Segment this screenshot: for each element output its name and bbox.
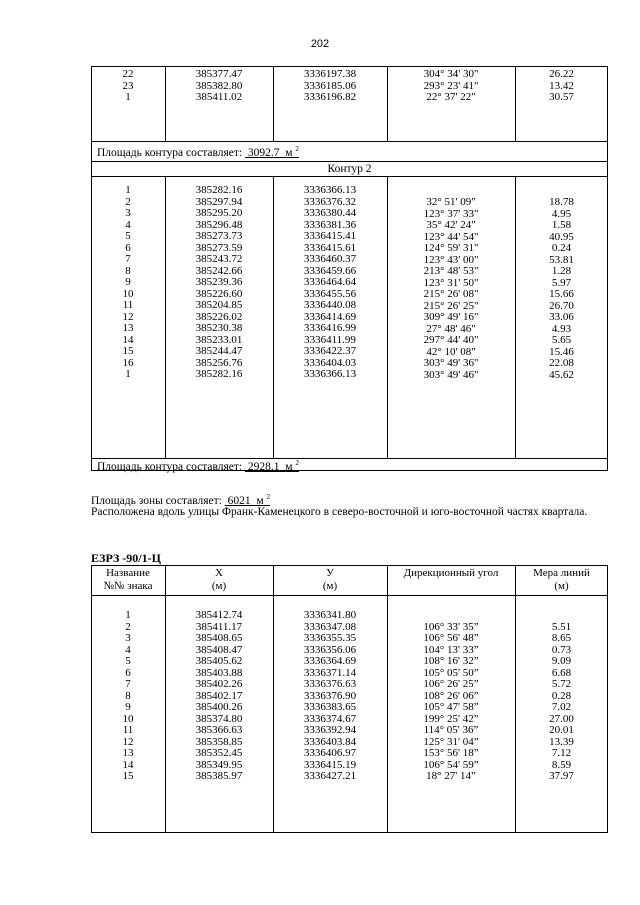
table-cell: 385296.48 [195, 218, 243, 231]
table-2-length-column [515, 622, 608, 783]
table-cell: 3336356.06 [303, 643, 357, 656]
table-cell: 304° 34' 30" [423, 68, 479, 80]
header-length [515, 567, 608, 593]
table-cell: 385374.80 [195, 712, 243, 725]
area-value: 3092.7 м $^2$ [247, 145, 299, 159]
table-cell: 385358.85 [195, 735, 243, 748]
table-cell: 106° 56' 48” [423, 632, 479, 644]
header-text: X [215, 567, 223, 579]
table-cell: 0.73 [551, 643, 572, 656]
header-text: (м) [211, 580, 227, 592]
table-cell: 3336414.69 [303, 310, 357, 323]
table-cell: 3336406.97 [303, 747, 357, 759]
table-cell: 385233.01 [195, 333, 243, 346]
table-cell: 3336415.61 [303, 241, 357, 254]
table-cell: 22 [122, 68, 134, 80]
table-cell: 3336366.13 [303, 368, 357, 380]
table-cell: 3336403.84 [303, 735, 357, 748]
table-cell: 3336376.90 [303, 689, 357, 702]
contour-2-y-column [273, 185, 387, 381]
header-x [165, 567, 273, 593]
table-cell: 5.72 [551, 678, 572, 690]
row-divider [91, 141, 608, 142]
coordinates-table-1 [91, 66, 608, 471]
table-cell: 4.95 [551, 207, 572, 220]
table-cell: 11 [122, 724, 134, 736]
table-cell: 385403.88 [195, 666, 243, 679]
contour-2-area [97, 459, 299, 473]
table-cell: 3336376.32 [303, 195, 357, 208]
page-number: 202 [310, 38, 330, 50]
table-cell: 9 [125, 276, 131, 288]
table-cell: 385226.02 [195, 310, 243, 323]
table-cell: 385377.47 [195, 68, 243, 80]
table-cell: 125° 31' 04” [423, 735, 479, 748]
table-cell: 4.93 [551, 322, 572, 335]
table-cell: 303° 49' 36" [423, 357, 479, 369]
table-cell: 385230.38 [195, 322, 243, 334]
table-cell: 35° 42' 24" [426, 219, 476, 231]
table-cell: 10 [122, 287, 134, 300]
table-cell: 13.39 [549, 735, 574, 748]
table-cell: 385273.59 [195, 241, 243, 254]
table-cell: 13 [122, 322, 134, 334]
table-cell: 6 [125, 666, 131, 679]
table-cell: 40.95 [549, 230, 574, 243]
table-cell: 3336464.64 [303, 276, 357, 288]
table-cell: 45.62 [549, 368, 574, 381]
table-cell: 15 [122, 770, 134, 782]
header-text: №№ знака [103, 580, 153, 592]
contour-2-angle-column [387, 197, 515, 381]
top-angle-column [387, 69, 515, 104]
header-angle [387, 567, 515, 580]
table-cell: 385400.26 [195, 701, 243, 713]
table-cell: 3336371.14 [303, 666, 357, 679]
table-cell: 7.02 [551, 701, 572, 713]
table-cell: 18.78 [549, 196, 574, 208]
table-cell: 385242.66 [195, 264, 243, 277]
table-cell: 8 [125, 689, 131, 702]
table-cell: 385244.47 [195, 345, 243, 357]
contour-1-area [97, 145, 299, 159]
contour-2-length-column [515, 197, 608, 381]
table-cell: 3336415.41 [303, 230, 357, 242]
table-cell: 42° 10' 08" [426, 345, 476, 358]
table-cell: 10 [122, 712, 134, 725]
table-cell: 385352.45 [195, 747, 243, 759]
header-text: Название [106, 567, 150, 579]
row-divider [91, 161, 608, 162]
table-cell: 123° 37' 33" [423, 207, 479, 220]
table-cell: 3336460.37 [303, 253, 357, 265]
table-cell: 385408.47 [195, 643, 243, 656]
table-cell: 385256.76 [195, 356, 243, 369]
table-cell: 1 [125, 91, 131, 103]
table-cell: 123° 43' 00" [423, 253, 479, 266]
table-cell: 385349.95 [195, 758, 243, 771]
table-cell: 0.28 [551, 689, 572, 702]
table-cell: 106° 26' 25” [423, 678, 479, 690]
top-y-column [273, 69, 387, 104]
header-text: Дирекционный угол [403, 567, 499, 579]
table-cell: 123° 31' 50" [423, 276, 479, 289]
table-cell: 7.12 [551, 747, 572, 759]
table-cell: 53.81 [549, 253, 574, 266]
table-cell: 385239.36 [195, 276, 243, 288]
header-text: У [326, 567, 334, 579]
table-cell: 1.28 [551, 265, 572, 277]
table-cell: 199° 25' 42” [423, 712, 479, 725]
row-divider [91, 176, 608, 177]
table-cell: 385366.63 [195, 724, 243, 736]
table-cell: 5.51 [551, 620, 572, 633]
header-text: (м) [554, 580, 569, 592]
table-cell: 385411.02 [195, 91, 243, 103]
table-cell: 215° 26' 08" [423, 288, 479, 300]
table-cell: 385412.74 [195, 609, 243, 621]
table-cell: 12 [122, 735, 134, 748]
table-cell: 4 [125, 218, 131, 231]
table-cell: 385402.26 [195, 678, 243, 690]
table-cell: 3336422.37 [303, 345, 357, 357]
table-cell: 3336196.82 [303, 91, 357, 103]
table-cell: 3336355.35 [303, 632, 357, 644]
table-cell: 12 [122, 310, 134, 323]
table-cell: 22.08 [549, 357, 574, 369]
table-cell: 385402.17 [195, 689, 243, 702]
location-description: Расположена вдоль улицы Франк-Каменецкого в северо-восточной и юго-восточной частях квартала. [91, 506, 588, 518]
table-cell: 114° 05' 36” [423, 724, 479, 736]
table-cell: 0.24 [551, 242, 572, 254]
zone-area-value: 6021 м $^2$ [227, 493, 271, 507]
table-cell: 385385.97 [195, 770, 243, 782]
table-cell: 30.57 [549, 91, 574, 103]
table-cell: 3336197.38 [303, 68, 357, 80]
area-value: 2928.1 м $^2$ [247, 459, 299, 473]
table-cell: 15 [122, 345, 134, 357]
table-cell: 3336440.08 [303, 299, 357, 311]
header-y [273, 567, 387, 593]
table-cell: 385295.20 [195, 207, 243, 219]
area-label: Площадь контура составляет: [97, 461, 243, 473]
table-cell: 27° 48' 46" [426, 322, 476, 335]
table-cell: 22° 37' 22" [426, 91, 476, 103]
table-cell: 11 [122, 299, 134, 311]
table-cell: 3336459.66 [303, 264, 357, 277]
table-cell: 385204.85 [195, 299, 243, 311]
table-cell: 32° 51' 09" [426, 196, 476, 208]
coordinates-table-2 [91, 565, 608, 833]
table-cell: 106° 33' 35” [423, 620, 479, 633]
table-2-angle-column [387, 622, 515, 783]
table-cell: 3336383.65 [303, 701, 357, 713]
table-cell: 3336364.69 [303, 655, 357, 667]
table-cell: 3336392.94 [303, 724, 357, 736]
table-cell: 108° 16' 32” [423, 655, 479, 667]
table-cell: 3 [125, 632, 131, 644]
table-cell: 13.42 [549, 79, 574, 92]
table-cell: 13 [122, 747, 134, 759]
table-cell: 297° 44' 40" [423, 334, 479, 346]
top-length-column [515, 69, 608, 104]
table-cell: 3336366.13 [303, 184, 357, 196]
table-cell: 213° 48' 53" [423, 265, 479, 277]
table-cell: 309° 49' 16" [423, 311, 479, 323]
table-cell: 3336347.08 [303, 620, 357, 633]
table-cell: 215° 26' 25" [423, 299, 479, 312]
table-cell: 3336455.56 [303, 287, 357, 300]
header-divider [91, 595, 608, 596]
table-cell: 26.70 [549, 299, 574, 312]
table-cell: 37.97 [549, 770, 574, 782]
table-cell: 3336404.03 [303, 356, 357, 369]
table-cell: 106° 54' 59” [423, 758, 479, 771]
table-2-y-column [273, 610, 387, 783]
table-cell: 4 [125, 643, 131, 656]
table-cell: 385243.72 [195, 253, 243, 265]
table-cell: 6 [125, 241, 131, 254]
table-cell: 9 [125, 701, 131, 713]
table-cell: 27.00 [549, 712, 574, 725]
header-text: Мера линий [533, 567, 590, 579]
table-cell: 3336380.44 [303, 207, 357, 219]
table-cell: 385408.65 [195, 632, 243, 644]
table-cell: 8 [125, 264, 131, 277]
table-cell: 385405.62 [195, 655, 243, 667]
top-x-column [165, 69, 273, 104]
table-cell: 15.46 [549, 345, 574, 358]
zone-area-label: Площадь зоны составляет: [91, 495, 222, 507]
table-cell: 5 [125, 230, 131, 242]
table-cell: 7 [125, 678, 131, 690]
table-cell: 3 [125, 207, 131, 219]
area-label: Площадь контура составляет: [97, 147, 243, 159]
table-cell: 1 [125, 609, 131, 621]
table-cell: 3336416.99 [303, 322, 357, 334]
table-cell: 385226.60 [195, 287, 243, 300]
table-cell: 14 [122, 333, 134, 346]
contour-2-x-column [165, 185, 273, 381]
table-cell: 293° 23' 41" [423, 79, 479, 92]
table-cell: 105° 05' 50” [423, 666, 479, 679]
table-cell: 3336376.63 [303, 678, 357, 690]
table-cell: 8.65 [551, 632, 572, 644]
table-cell: 385282.16 [195, 184, 243, 196]
table-cell: 108° 26' 06” [423, 689, 479, 702]
table-cell: 6.68 [551, 666, 572, 679]
table-cell: 123° 44' 54" [423, 230, 479, 243]
table-cell: 3336415.19 [303, 758, 357, 771]
table-cell: 8.59 [551, 758, 572, 771]
table-cell: 5.97 [551, 276, 572, 289]
table-cell: 3336374.67 [303, 712, 357, 725]
table-cell: 124° 59' 31" [423, 242, 479, 254]
table-2-num-column [91, 610, 165, 783]
table-cell: 16 [122, 356, 134, 369]
table-cell: 15.66 [549, 288, 574, 300]
table-2-x-column [165, 610, 273, 783]
table-cell: 385273.73 [195, 230, 243, 242]
table-cell: 104° 13' 33” [423, 643, 479, 656]
table-cell: 2 [125, 620, 131, 633]
table-cell: 385382.80 [195, 79, 243, 92]
table-cell: 1.58 [551, 219, 572, 231]
table-cell: 1 [125, 184, 131, 196]
table-cell: 26.22 [549, 68, 574, 80]
table-cell: 3336427.21 [303, 770, 357, 782]
contour-2-num-column [91, 185, 165, 381]
table-cell: 303° 49' 46" [423, 368, 479, 381]
table-cell: 3336341.80 [303, 609, 357, 621]
table-cell: 105° 47' 58” [423, 701, 479, 713]
table-cell: 3336411.99 [304, 333, 356, 346]
table-cell: 5 [125, 655, 131, 667]
table-2-title: ЕЗРЗ -90/1-Ц [91, 551, 161, 565]
header-text: (м) [322, 580, 338, 592]
top-num-column [91, 69, 165, 104]
table-cell: 153° 56' 18” [423, 747, 479, 759]
table-cell: 385411.17 [195, 620, 243, 633]
table-cell: 5.65 [551, 334, 572, 346]
table-cell: 2 [125, 195, 131, 208]
table-cell: 7 [125, 253, 131, 265]
table-cell: 385282.16 [195, 368, 243, 380]
table-cell: 20.01 [549, 724, 574, 736]
table-cell: 3336381.36 [303, 218, 357, 231]
table-cell: 3336185.06 [303, 79, 357, 92]
table-cell: 385297.94 [195, 195, 243, 208]
table-cell: 23 [122, 79, 134, 92]
table-cell: 18° 27' 14” [426, 770, 476, 782]
header-name [91, 567, 165, 593]
table-cell: 1 [125, 368, 131, 380]
table-cell: 9.09 [551, 655, 572, 667]
table-cell: 33.06 [549, 311, 574, 323]
contour-2-title: Контур 2 [327, 163, 372, 175]
table-cell: 14 [122, 758, 134, 771]
